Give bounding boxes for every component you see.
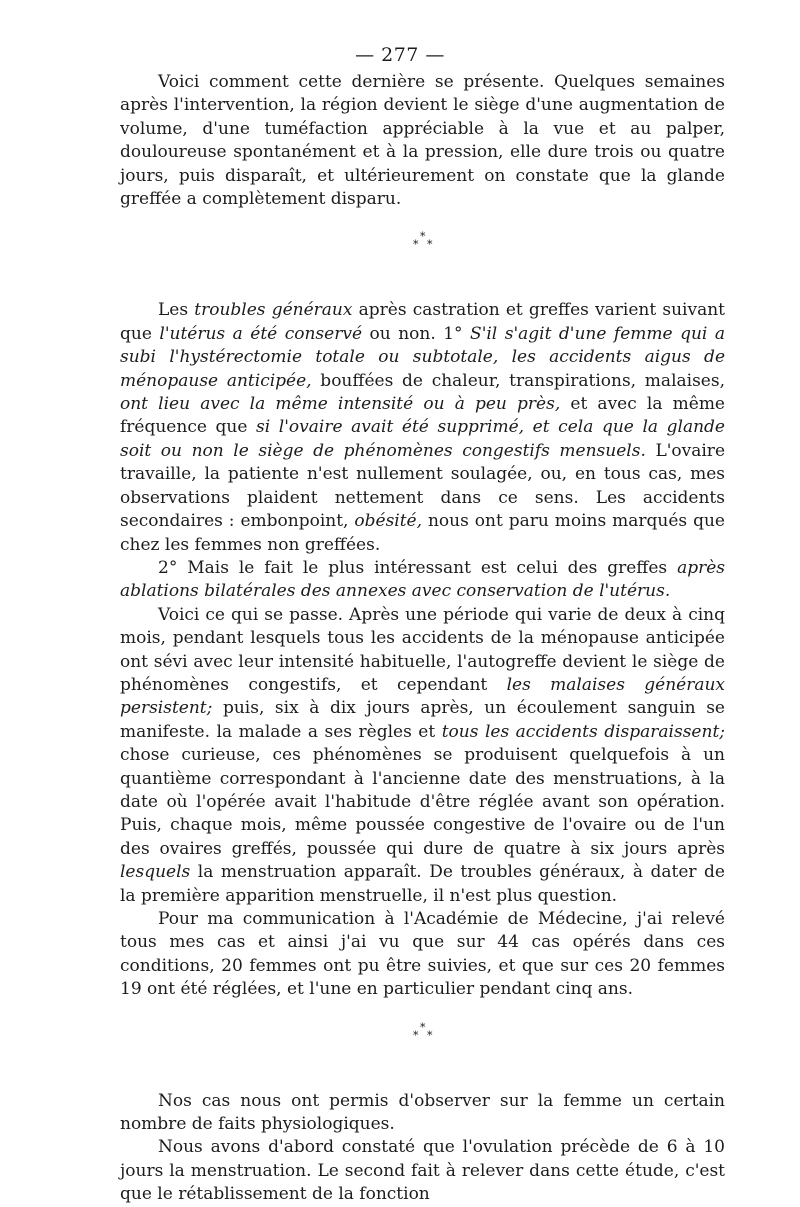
paragraph-4: Voici ce qui se passe. Après une période qui varie de deux à cinq mois, pendant lesquels tous les accidents de la ménopause anticipée ont sévi avec leur intensité habituelle, l'autogreffe devient le siège de phénomènes congestifs, et cependant les malaises généraux persistent; puis, six à dix jours après, un écoulement sanguin se manifeste. la malade a ses règles et tous les accidents disparaissent; chose curieuse, ces phénomènes se produisent quelquefois à un quantième correspondant à l'ancienne date des menstruations, à la date où l'opérée avait l'habitude d'être réglée avant son opération. Puis, chaque mois, même poussée congestive de l'ovaire ou de l'un des ovaires greffés, poussée qui dure de quatre à six jours après lesquels la menstruation apparaît. De troubles généraux, à dater de la première apparition menstruelle, il n'est plus question. [120,604,726,906]
body-text [120,71,725,1207]
section-separator [120,1006,725,1060]
section-separator [120,215,725,269]
paragraph-5: Pour ma communication à l'Académie de Médecine, j'ai relevé tous mes cas et ainsi j'ai vu que sur 44 cas opérés dans ces conditions, 20 femmes ont pu être suivies, et que sur ces 20 femmes 19 ont été réglées, et l'une en particulier pendant cinq ans. [120,909,725,1000]
separator-star: * [427,1028,433,1042]
separator-star: * [413,1028,419,1042]
separator-star: * [413,238,419,252]
paragraph-2: Les troubles généraux après castration et greffes varient suivant que l'utérus a été conservé ou non. 1° S'il s'agit d'une femme qui a subi l'hystérectomie totale ou subtotale, les accidents aigus de ménopause anticipée, bouffées de chaleur, transpirations, malaises, ont lieu avec la même intensité ou à peu près, et avec la même fréquence que si l'ovaire avait été supprimé, et cela que la glande soit ou non le siège de phénomènes congestifs mensuels. L'ovaire travaille, la patiente n'est nullement soulagée, ou, en tous cas, mes observations plaident nettement dans ce sens. Les accidents secondaires : embonpoint, obésité, nous ont paru moins marqués que chez les femmes non greffées. [120,300,726,555]
paragraph-7: Nous avons d'abord constaté que l'ovulation précède de 6 à 10 jours la menstruation. Le second fait à relever dans cette étude, c'est que le rétablissement de la fonction [120,1137,725,1205]
page-number: — 277 — [355,44,445,66]
separator-star: * [427,238,433,252]
separator-star: * [420,1020,426,1034]
paragraph-6: Nos cas nous ont permis d'observer sur la femme un certain nombre de faits physiologiques. [120,1090,725,1135]
separator-star: * [420,230,426,244]
paragraph-3: 2° Mais le fait le plus intéressant est celui des greffes après ablations bilatérales des annexes avec conservation de l'utérus. [120,557,725,602]
paragraph-1: Voici comment cette dernière se présente. Quelques semaines après l'intervention, la région devient le siège d'une augmentation de volume, d'une tuméfaction appréciable à la vue et au palper, douloureuse spontanément et à la pression, elle dure trois ou quatre jours, puis disparaît, et ultérieurement on constate que la glande greffée a complètement disparu. [120,72,725,210]
